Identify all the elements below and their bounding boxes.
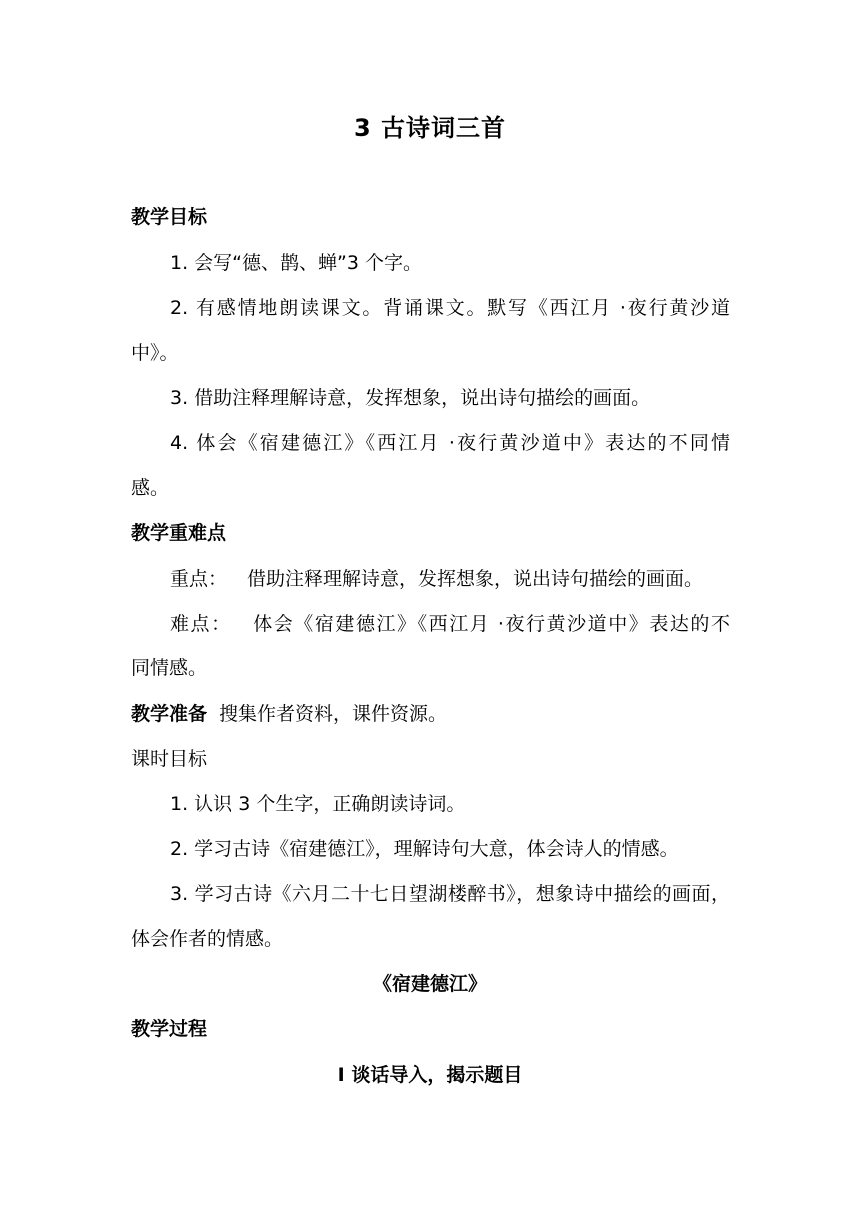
- focus-line: [170, 567, 730, 591]
- difficulty-line: [170, 612, 730, 636]
- process-heading: 教学过程: [131, 1018, 208, 1040]
- preparation-heading: 教学准备: [131, 703, 208, 725]
- poem-title: 《宿建德江》: [372, 973, 487, 995]
- preparation-line: [131, 702, 731, 726]
- objectives-heading: 教学目标: [131, 206, 208, 228]
- section-1-heading: Ⅰ 谈话导入，揭示题目: [337, 1064, 523, 1086]
- lesson-goal-3: 3. 学习古诗《六月二十七日望湖楼醉书》，想象诗中描绘的画面，: [170, 883, 730, 905]
- focus-label: 重点：: [170, 568, 228, 590]
- difficulty-line-cont: 同情感。: [131, 657, 208, 679]
- focus-text: 借助注释理解诗意，发挥想象，说出诗句描绘的画面。: [247, 568, 704, 590]
- lesson-goal-2: 2. 学习古诗《宿建德江》，理解诗句大意，体会诗人的情感。: [170, 838, 679, 860]
- objective-item-2: 2. 有感情地朗读课文。背诵课文。默写《西江月 ·夜行黄沙道: [170, 297, 730, 319]
- difficulty-text: 体会《宿建德江》《西江月 ·夜行黄沙道中》表达的不: [251, 613, 730, 635]
- objective-item-1: 1. 会写“德、鹊、蝉”3 个字。: [170, 252, 422, 274]
- lesson-goal-3-cont: 体会作者的情感。: [131, 928, 284, 950]
- lesson-goal-1: 1. 认识 3 个生字，正确朗读诗词。: [170, 793, 466, 815]
- objective-item-3: 3. 借助注释理解诗意，发挥想象，说出诗句描绘的画面。: [170, 387, 651, 409]
- key-points-heading: 教学重难点: [131, 522, 227, 544]
- difficulty-label: 难点：: [170, 613, 232, 635]
- objective-item-4: 4. 体会《宿建德江》《西江月 ·夜行黄沙道中》表达的不同情: [170, 432, 730, 454]
- objective-item-4-cont: 感。: [131, 477, 170, 499]
- preparation-text: 搜集作者资料，课件资源。: [219, 703, 448, 725]
- page-title: 3 古诗词三首: [353, 114, 507, 142]
- objective-item-2-cont: 中》。: [131, 342, 179, 364]
- lesson-goals-heading: 课时目标: [131, 748, 208, 770]
